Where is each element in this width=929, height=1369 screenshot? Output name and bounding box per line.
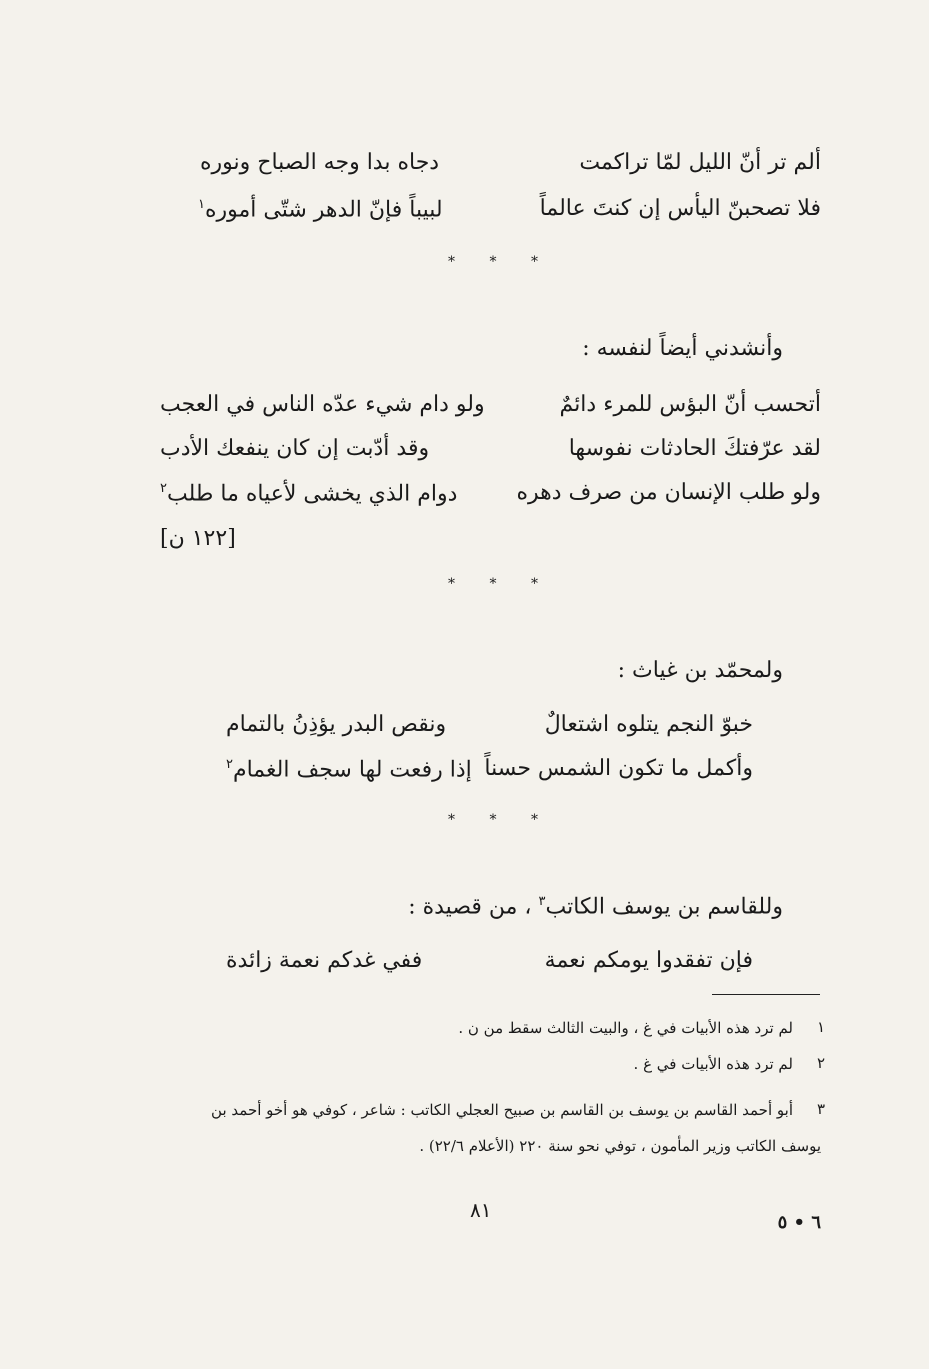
footnote-1-text: لم ترد هذه الأبيات في غ ، والبيت الثالث سقط من ن .: [458, 1019, 793, 1037]
poem4-intro-tail: ، من قصيدة :: [408, 894, 532, 920]
footnote-marker-2: ٢: [160, 481, 167, 496]
poem4-intro-text: وللقاسم بن يوسف الكاتب: [545, 894, 783, 920]
star: *: [531, 576, 538, 592]
poem3-line1-left: ونقص البدر يؤذِنُ بالتمام: [226, 712, 447, 737]
footnote-3-number: ٣: [816, 1100, 825, 1118]
poem2-intro: وأنشدني أيضاً لنفسه :: [582, 336, 783, 361]
separator-3: [448, 812, 538, 832]
star: *: [448, 576, 455, 592]
poem1-line2-right: فلا تصحبنّ اليأس إن كنتَ عالماً: [539, 196, 821, 221]
star: *: [448, 812, 455, 828]
footnote-marker-3: ٣: [538, 894, 546, 909]
poem1-line1-right: ألم تر أنّ الليل لمّا تراكمت: [579, 150, 821, 175]
poem4-line1-right: فإن تفقدوا يومكم نعمة: [544, 948, 753, 973]
footnote-2-text: لم ترد هذه الأبيات في غ .: [633, 1055, 793, 1073]
poem2-line3-left-text: دوام الذي يخشى لأعياه ما طلب: [166, 481, 458, 507]
poem3-intro: ولمحمّد بن غياث :: [617, 658, 783, 683]
poem3-line2-left-text: إذا رفعت لها سجف الغمام: [232, 757, 472, 783]
poem1-line2-left: [198, 198, 443, 221]
star: *: [531, 254, 538, 270]
poem3-line2-right: وأكمل ما تكون الشمس حسناً: [484, 756, 753, 781]
poem2-line1-right: أتحسب أنّ البؤس للمرء دائمٌ: [559, 392, 821, 417]
poem2-line3-right: ولو طلب الإنسان من صرف دهره: [516, 480, 821, 505]
separator-1: [448, 254, 538, 274]
printer-signature: ٦ • ٥: [777, 1212, 821, 1233]
poem3-line1-right: خبوّ النجم يتلوه اشتعالٌ: [544, 712, 753, 737]
footnote-3-text-cont: يوسف الكاتب وزير المأمون ، توفي نحو سنة ٢٢٠ (الأعلام ٢٢/٦) .: [419, 1137, 821, 1155]
poem1-line1-left: دجاه بدا وجه الصباح ونوره: [200, 150, 440, 175]
star: *: [489, 812, 497, 828]
manuscript-reference: [١٢٢ ن]: [160, 526, 236, 551]
poem2-line1-left: ولو دام شيء عدّه الناس في العجب: [160, 392, 485, 417]
star: *: [489, 576, 497, 592]
page-number: ٨١: [470, 1198, 492, 1222]
poem4-intro: [408, 894, 783, 919]
star: *: [489, 254, 497, 270]
poem3-line2-left: [226, 758, 472, 781]
footnote-rule: [712, 994, 820, 995]
footnote-2-number: ٢: [816, 1054, 825, 1072]
star: *: [531, 812, 538, 828]
star: *: [448, 254, 455, 270]
poem2-line2-right: لقد عرّفتكَ الحادثات نفوسها: [568, 436, 821, 461]
footnote-marker-1: ١: [198, 197, 205, 212]
poem2-line3-left: [160, 482, 457, 505]
poem1-line2-left-text: لبيباً فإنّ الدهر شتّى أموره: [204, 197, 443, 223]
poem4-line1-left: ففي غدكم نعمة زائدة: [226, 948, 423, 973]
footnote-marker-2b: ٢: [226, 757, 233, 772]
footnote-3-text: أبو أحمد القاسم بن يوسف بن القاسم بن صبيح العجلي الكاتب : شاعر ، كوفي هو أخو أحمد بن: [211, 1101, 793, 1119]
footnote-1-number: ١: [816, 1018, 825, 1036]
poem2-line2-left: وقد أدّبت إن كان ينفعك الأدب: [160, 436, 430, 461]
separator-2: [448, 576, 538, 596]
